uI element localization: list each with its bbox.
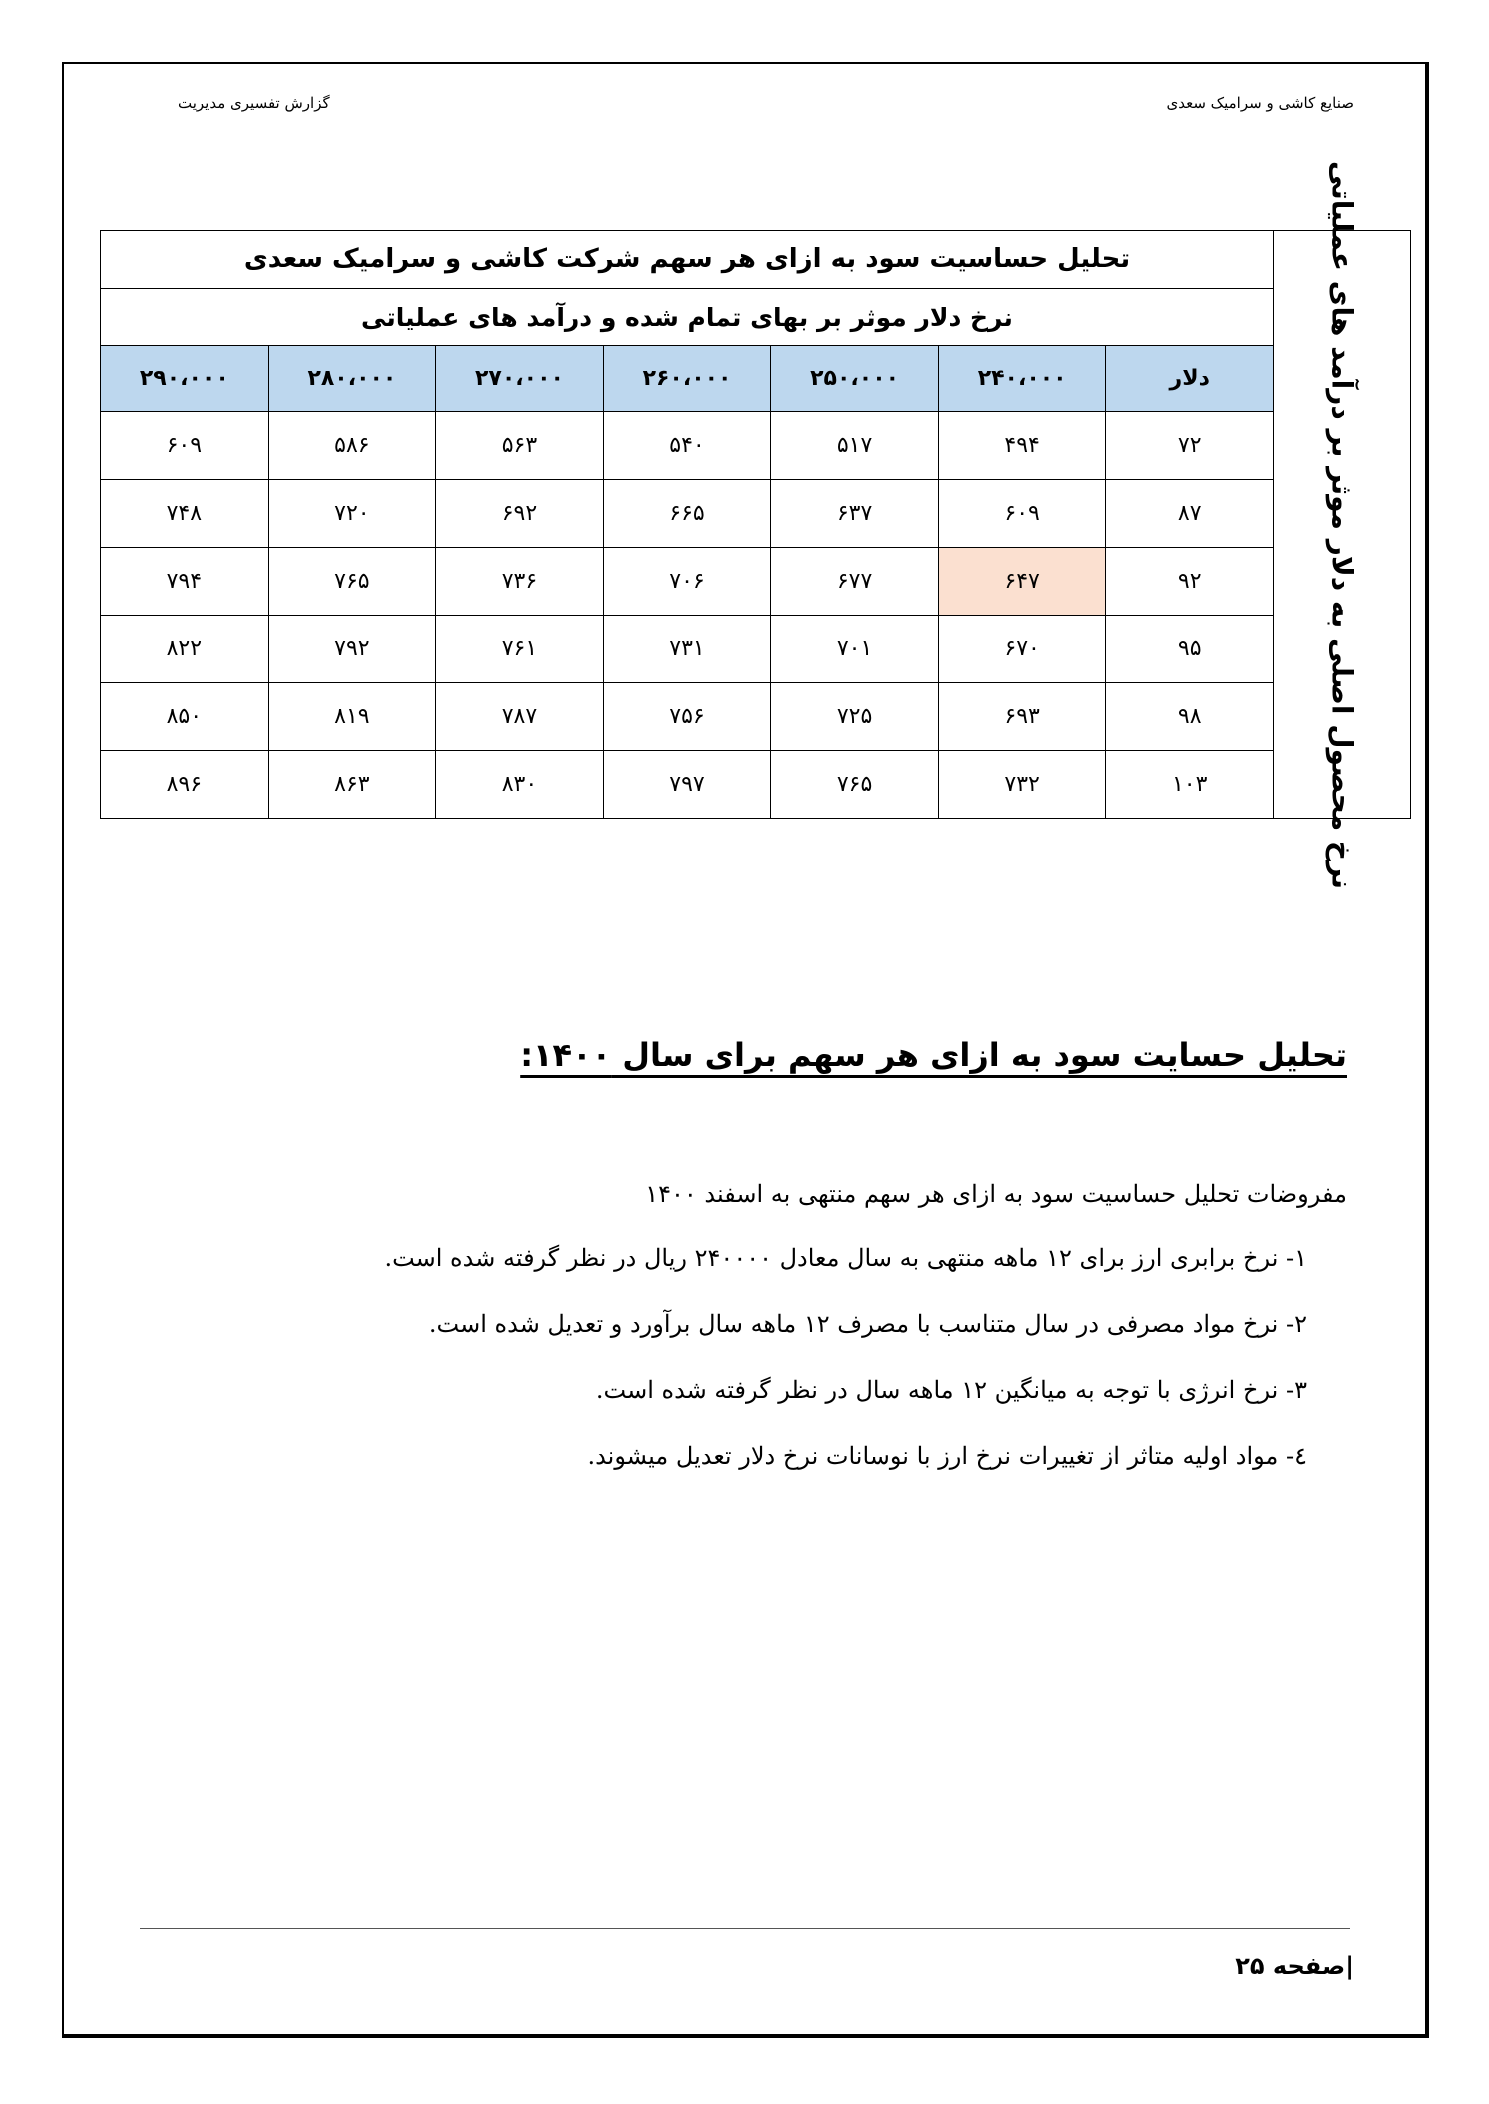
table-row (101, 547, 1411, 615)
table-side-label: نرخ محصول اصلی به دلار موثر بر درآمد های عملیاتی (1325, 160, 1359, 889)
table-cell: ۶۹۲ (436, 479, 604, 547)
table-cell: ۷۹۴ (101, 547, 269, 615)
table-cell: ۶۷۰ (938, 615, 1106, 683)
table-row (101, 615, 1411, 683)
table-cell: ۶۹۳ (938, 683, 1106, 751)
row-rate-cell: ۷۲ (1106, 412, 1274, 480)
row-rate-cell: ۹۸ (1106, 683, 1274, 751)
page-label: صفحه ۲۵ (1235, 1952, 1346, 1980)
table-cell: ۷۶۵ (268, 547, 436, 615)
table-cell: ۶۰۹ (938, 479, 1106, 547)
table-cell: ۵۴۰ (603, 412, 771, 480)
table-cell: ۶۴۷ (938, 547, 1106, 615)
table-cell: ۷۶۵ (771, 751, 939, 819)
table-cell: ۵۸۶ (268, 412, 436, 480)
section-title: تحلیل حسایت سود به ازای هر سهم برای سال ۱۴۰۰: (520, 1036, 1347, 1074)
header-cell: دلار (1106, 346, 1274, 412)
table-cell: ۷۹۲ (268, 615, 436, 683)
table-cell: ۶۷۷ (771, 547, 939, 615)
header-cell: ۲۹۰،۰۰۰ (101, 346, 269, 412)
assumptions-block (167, 1180, 1347, 1508)
table-cell: ۷۰۶ (603, 547, 771, 615)
table-cell: ۶۰۹ (101, 412, 269, 480)
table-cell: ۷۳۱ (603, 615, 771, 683)
table-cell: ۷۳۶ (436, 547, 604, 615)
table-cell: ۷۲۰ (268, 479, 436, 547)
table-cell: ۵۶۳ (436, 412, 604, 480)
table-cell: ۸۲۲ (101, 615, 269, 683)
table-cell: ۷۶۱ (436, 615, 604, 683)
table-cell: ۷۳۲ (938, 751, 1106, 819)
header-company-name: صنایع کاشی و سرامیک سعدی (1166, 94, 1354, 112)
assumptions-intro: مفروضات تحلیل حساسیت سود به ازای هر سهم منتهی به اسفند ۱۴۰۰ (645, 1180, 1347, 1208)
assumption-item: ۳- نرخ انرژی با توجه به میانگین ۱۲ ماهه سال در نظر گرفته شده است. (595, 1376, 1307, 1404)
table-cell: ۶۳۷ (771, 479, 939, 547)
table-subtitle: نرخ دلار موثر بر بهای تمام شده و درآمد های عملیاتی (101, 288, 1274, 346)
assumption-item: ٤- مواد اولیه متاثر از تغییرات نرخ ارز با نوسانات نرخ دلار تعدیل میشوند. (587, 1442, 1307, 1470)
row-rate-cell: ۱۰۳ (1106, 751, 1274, 819)
assumption-item: ۱- نرخ برابری ارز برای ۱۲ ماهه منتهی به سال معادل ۲۴۰۰۰۰ ریال در نظر گرفته شده است. (384, 1244, 1307, 1272)
table-cell: ۷۴۸ (101, 479, 269, 547)
table-cell: ۸۱۹ (268, 683, 436, 751)
table-side-label-cell (1274, 160, 1411, 889)
row-rate-cell: ۹۵ (1106, 615, 1274, 683)
table-row (101, 683, 1411, 751)
header-cell: ۲۴۰،۰۰۰ (938, 346, 1106, 412)
footer-page-number (1235, 1952, 1354, 1980)
table-cell: ۷۵۶ (603, 683, 771, 751)
footer-separator: | (1345, 1952, 1354, 1980)
table-cell: ۸۹۶ (101, 751, 269, 819)
table-title: تحلیل حساسیت سود به ازای هر سهم شرکت کاشی و سرامیک سعدی (101, 231, 1274, 289)
table-cell: ۸۵۰ (101, 683, 269, 751)
row-rate-cell: ۸۷ (1106, 479, 1274, 547)
table-cell: ۵۱۷ (771, 412, 939, 480)
table-cell: ۸۶۳ (268, 751, 436, 819)
table-cell: ۷۹۷ (603, 751, 771, 819)
header-cell: ۲۷۰،۰۰۰ (436, 346, 604, 412)
table-cell: ۷۸۷ (436, 683, 604, 751)
table-row (101, 412, 1411, 480)
footer-divider (140, 1928, 1350, 1929)
header-cell: ۲۸۰،۰۰۰ (268, 346, 436, 412)
table-cell: ۷۲۵ (771, 683, 939, 751)
sensitivity-table (100, 160, 1411, 889)
header-cell: ۲۶۰،۰۰۰ (603, 346, 771, 412)
table-row (101, 479, 1411, 547)
table-row (101, 751, 1411, 819)
header-report-title: گزارش تفسیری مدیریت (178, 94, 330, 112)
table-cell: ۴۹۴ (938, 412, 1106, 480)
row-rate-cell: ۹۲ (1106, 547, 1274, 615)
table-cell: ۸۳۰ (436, 751, 604, 819)
table-cell: ۷۰۱ (771, 615, 939, 683)
table-cell: ۶۶۵ (603, 479, 771, 547)
assumption-item: ۲- نرخ مواد مصرفی در سال متناسب با مصرف ۱۲ ماهه سال برآورد و تعدیل شده است. (428, 1310, 1307, 1338)
table-header-row (101, 346, 1411, 412)
header-cell: ۲۵۰،۰۰۰ (771, 346, 939, 412)
